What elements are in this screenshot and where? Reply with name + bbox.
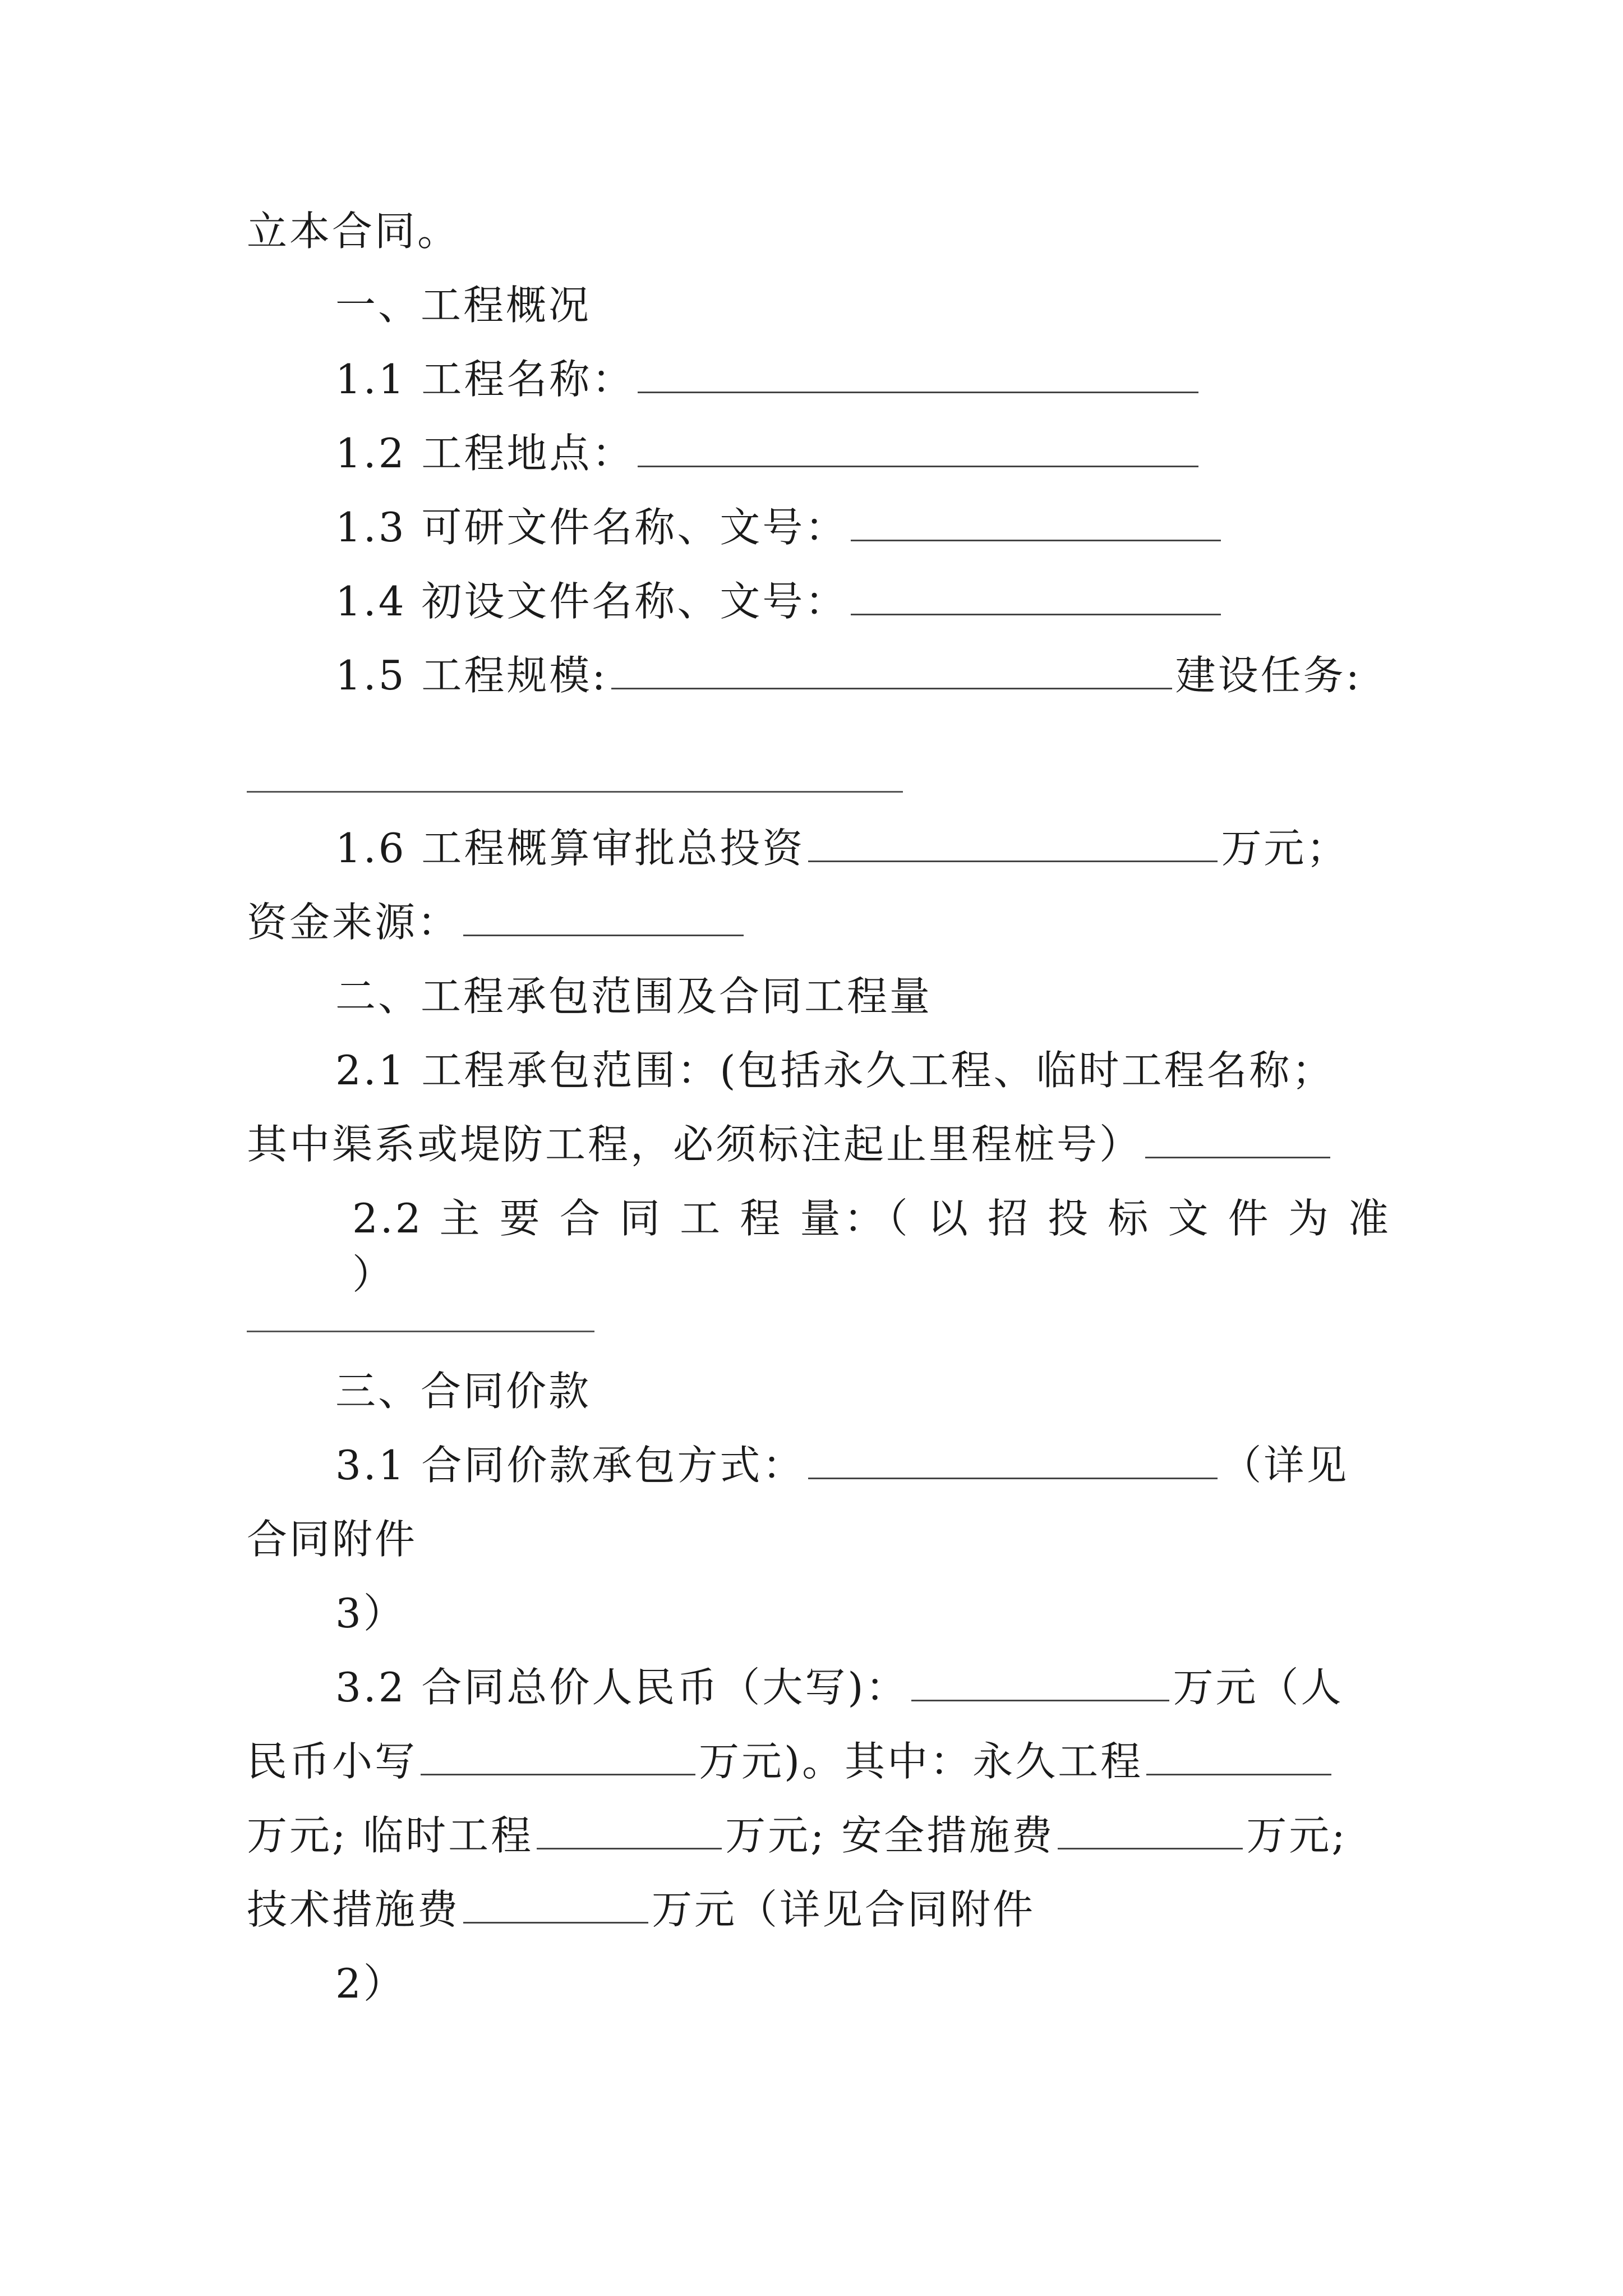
field-funding-source <box>247 894 1391 950</box>
label: 万元; 安全措施费 <box>725 1812 1055 1859</box>
funding-source-blank[interactable] <box>463 923 744 936</box>
label: 建设任务: <box>1175 652 1362 699</box>
field-project-location <box>335 425 1391 481</box>
field-feasibility-doc <box>335 499 1391 555</box>
label: （详见 <box>1221 1442 1349 1489</box>
label: 万元; 临时工程 <box>247 1812 534 1859</box>
text: 一、工程概况 <box>335 282 592 329</box>
label: 3.2 合同总价人民币（大写)： <box>335 1664 909 1711</box>
label: 万元)。其中：永久工程 <box>699 1738 1144 1785</box>
safety-measures-blank[interactable] <box>1058 1837 1243 1849</box>
label: 1.5 工程规模: <box>335 652 608 699</box>
field-preliminary-design-doc <box>335 573 1391 629</box>
temporary-works-blank[interactable] <box>537 1837 722 1849</box>
project-scale-blank[interactable] <box>611 677 1172 689</box>
label: 1.6 工程概算审批总投资 <box>335 825 805 872</box>
heading-contract-scope <box>335 968 1391 1024</box>
line-contract-intro <box>247 203 1391 259</box>
construction-task-blank[interactable] <box>247 791 903 793</box>
label: 万元（详见合同附件 <box>652 1886 1036 1933</box>
text: 3） <box>335 1590 406 1637</box>
technical-measures-blank[interactable] <box>463 1911 648 1924</box>
field-project-name <box>335 351 1391 407</box>
heading-project-overview <box>335 277 1391 333</box>
text: 二、工程承包范围及合同工程量 <box>335 973 933 1020</box>
feasibility-doc-blank[interactable] <box>851 528 1221 541</box>
label: 万元; <box>1246 1812 1348 1859</box>
text: 合同附件 <box>247 1516 418 1563</box>
contract-scope-blank[interactable] <box>1145 1145 1330 1158</box>
field-contract-scope-line2 <box>247 1116 1391 1172</box>
text: 2.2 主 要 合 同 工 程 量：（ 以 招 投 标 文 件 为 准 ） <box>352 1195 1391 1298</box>
field-price-method <box>335 1437 1391 1493</box>
label: 1.4 初设文件名称、文号： <box>335 578 848 625</box>
field-contract-scope-line1 <box>335 1042 1391 1098</box>
field-total-price <box>335 1659 1391 1715</box>
field-project-scale <box>335 647 1391 703</box>
text: 立本合同。 <box>247 208 460 255</box>
text: 2.1 工程承包范围：(包括永久工程、临时工程名称； <box>335 1047 1335 1094</box>
permanent-works-blank[interactable] <box>1146 1763 1331 1775</box>
total-price-capital-blank[interactable] <box>911 1688 1169 1701</box>
text: 三、合同价款 <box>335 1368 592 1415</box>
label: 万元； <box>1221 825 1349 872</box>
approved-investment-blank[interactable] <box>808 849 1218 862</box>
label: 万元（人 <box>1173 1664 1344 1711</box>
label: 资金来源： <box>247 899 460 946</box>
field-main-quantities <box>352 1190 1391 1298</box>
label: 民币小写 <box>247 1738 418 1785</box>
label: 3.1 合同价款承包方式： <box>335 1442 805 1489</box>
line-attachment-ref-1 <box>247 1511 1391 1567</box>
label: 1.2 工程地点： <box>335 430 635 477</box>
text: 2） <box>335 1960 406 2007</box>
field-approved-investment <box>335 820 1391 876</box>
text: 其中渠系或堤防工程，必须标注起止里程桩号） <box>247 1121 1142 1168</box>
price-method-blank[interactable] <box>808 1466 1218 1479</box>
label: 1.1 工程名称： <box>335 356 635 403</box>
field-technical-measures <box>247 1881 1391 1938</box>
project-location-blank[interactable] <box>638 454 1198 467</box>
label: 1.3 可研文件名称、文号： <box>335 504 848 551</box>
label: 技术措施费 <box>247 1886 460 1933</box>
line-attachment-number-2 <box>335 1955 1391 2012</box>
field-total-price-lower <box>247 1733 1391 1789</box>
total-price-number-blank[interactable] <box>421 1763 695 1775</box>
main-quantities-blank[interactable] <box>247 1331 594 1332</box>
heading-contract-price <box>335 1363 1391 1419</box>
line-attachment-number-3 <box>335 1585 1391 1641</box>
field-cost-breakdown <box>247 1807 1391 1864</box>
preliminary-design-doc-blank[interactable] <box>851 602 1221 615</box>
project-name-blank[interactable] <box>638 380 1198 393</box>
